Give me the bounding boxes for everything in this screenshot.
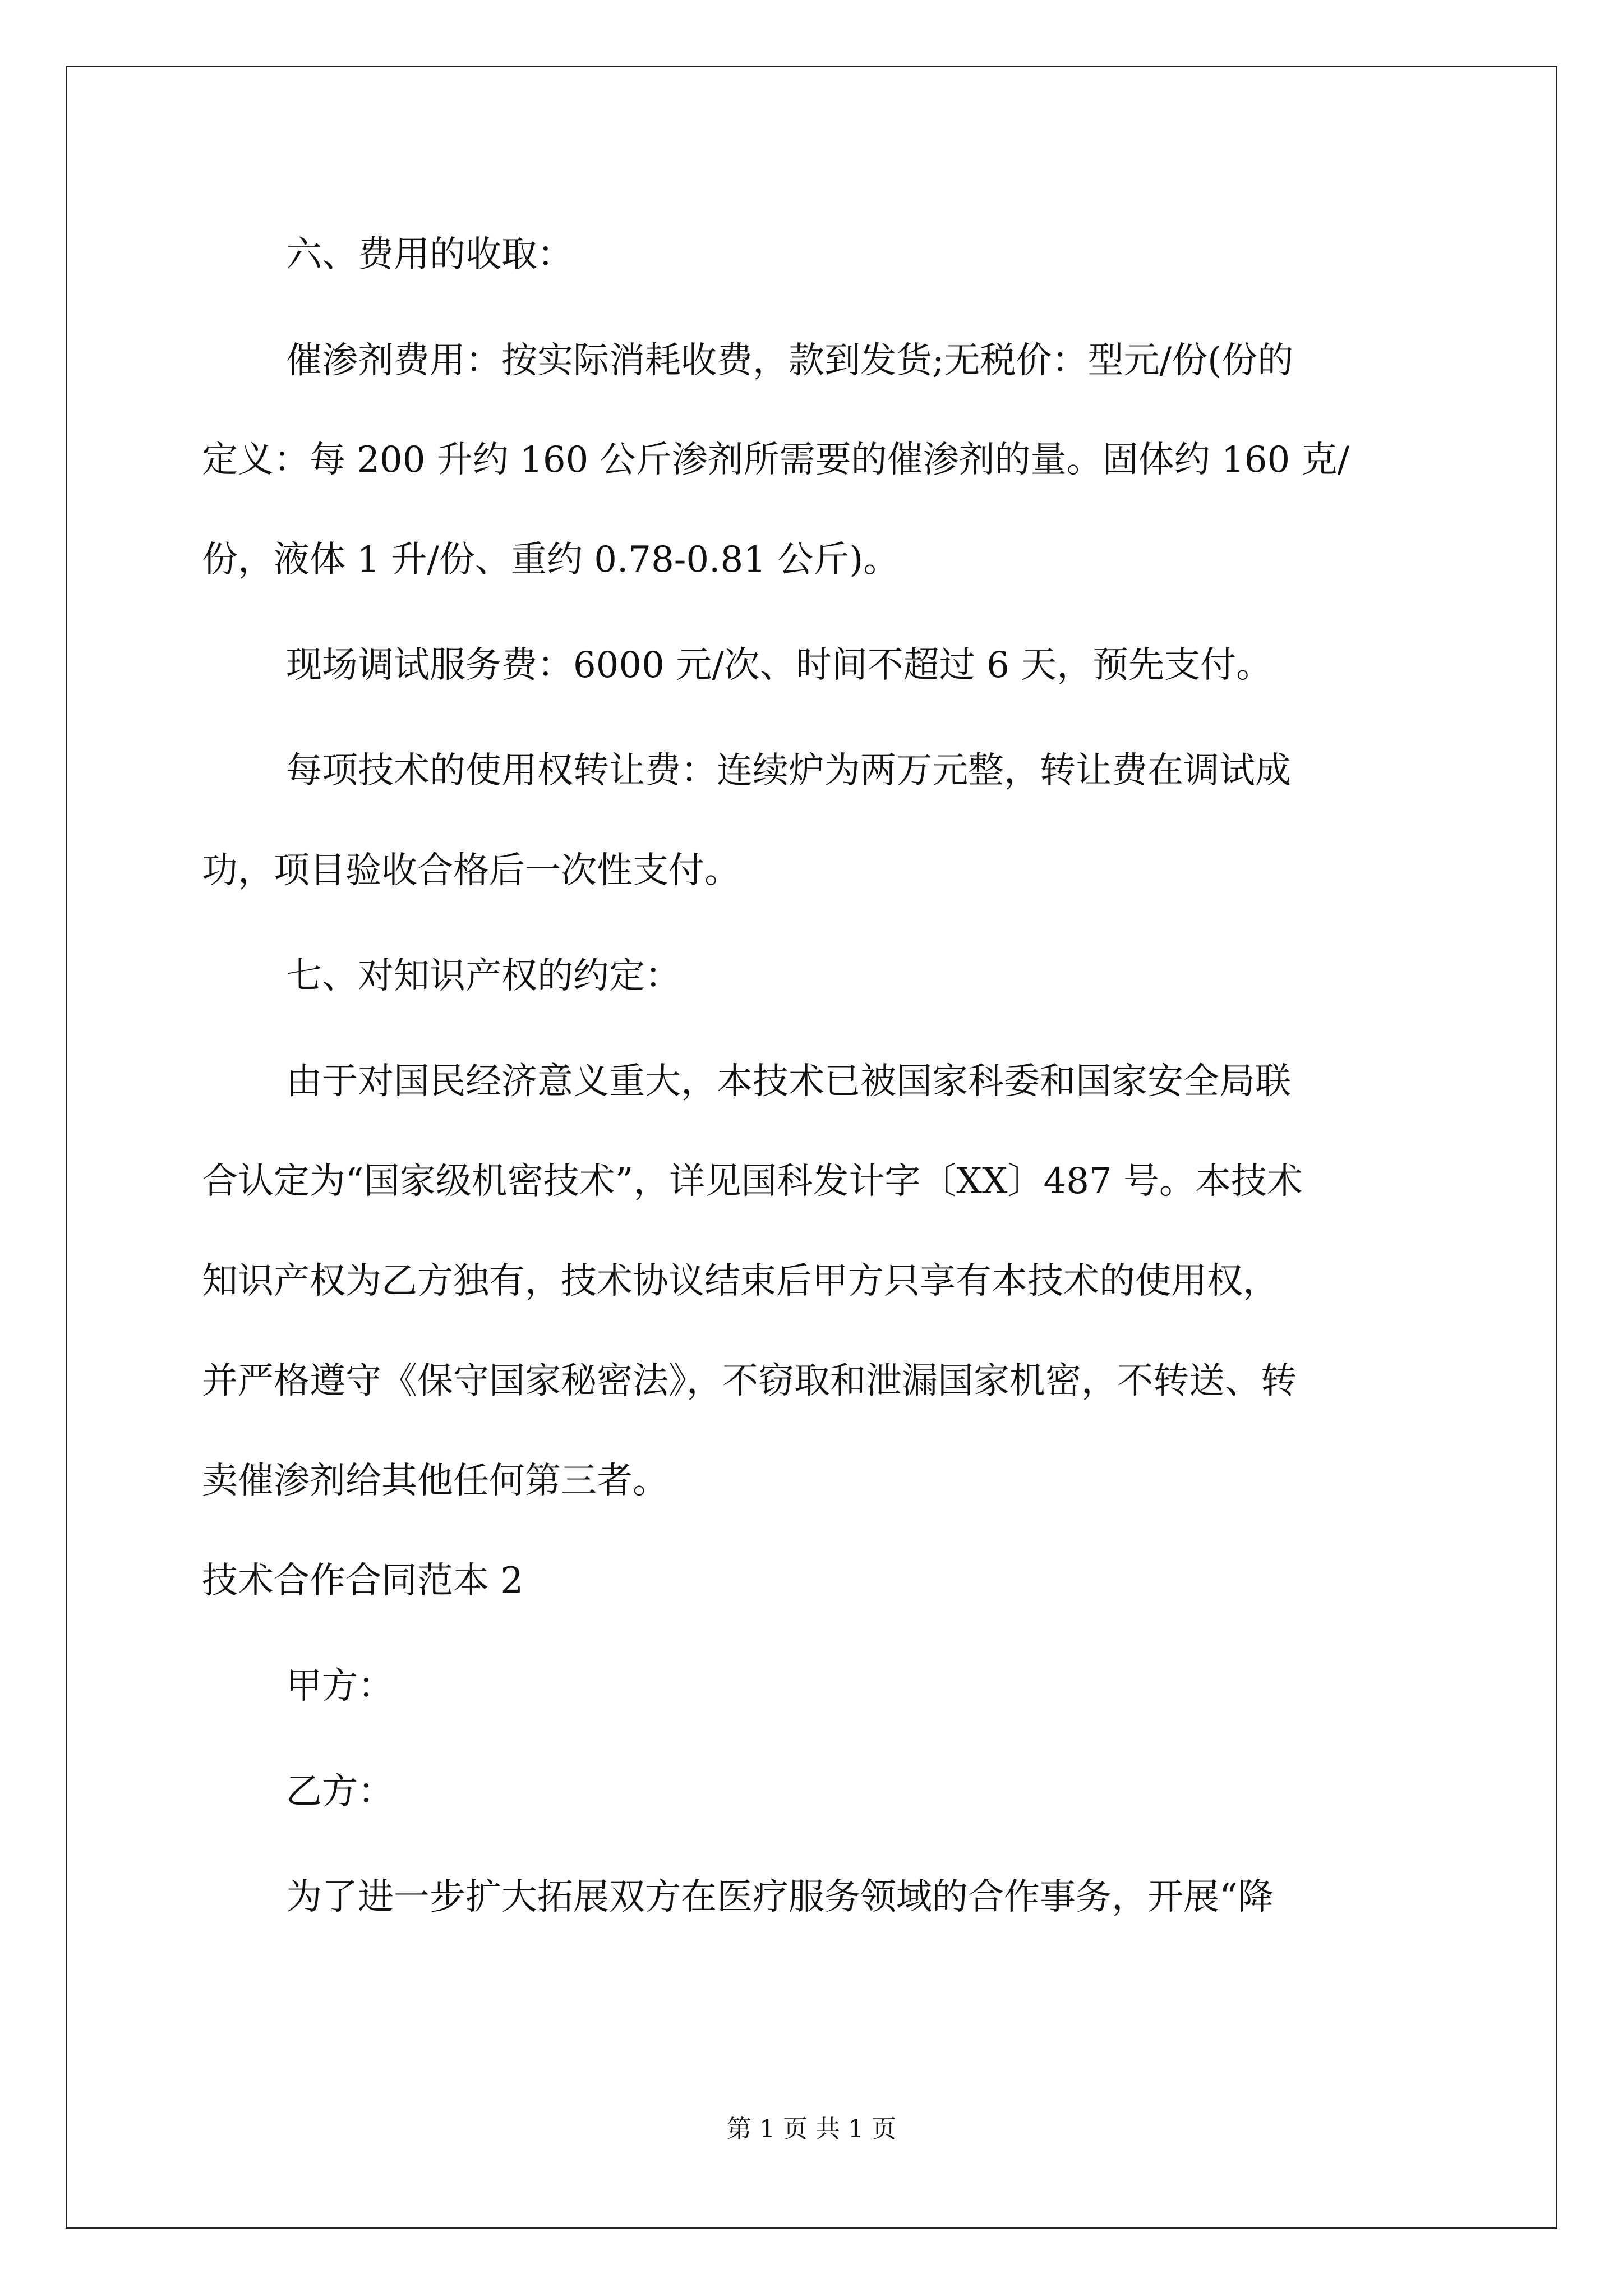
party-a-label: 甲方： [286,1665,394,1707]
section-heading-fees: 六、费用的收取： [286,234,573,275]
document-title: 技术合作合同范本 2 [202,1560,524,1602]
section-heading-ip: 七、对知识产权的约定： [286,955,681,997]
paragraph-line: 功，项目验收合格后一次性支付。 [202,850,740,891]
paragraph-line: 每项技术的使用权转让费：连续炉为两万元整，转让费在调试成 [286,750,1291,792]
paragraph-line: 由于对国民经济意义重大，本技术已被国家科委和国家安全局联 [286,1061,1291,1102]
paragraph-line: 定义：每 200 升约 160 公斤渗剂所需要的催渗剂的量。固体约 160 克/ [202,439,1350,481]
paragraph-line: 合认定为“国家级机密技术”，详见国科发计字〔XX〕487 号。本技术 [202,1161,1303,1202]
paragraph-line: 份，液体 1 升/份、重约 0.78-0.81 公斤)。 [202,539,900,581]
paragraph-line: 为了进一步扩大拓展双方在医疗服务领域的合作事务，开展“降 [286,1876,1274,1918]
page-footer: 第 1 页 共 1 页 [727,2115,896,2143]
paragraph-line: 催渗剂费用：按实际消耗收费，款到发货;无税价：型元/份(份的 [286,340,1294,381]
party-b-label: 乙方： [286,1771,394,1812]
paragraph-line: 现场调试服务费：6000 元/次、时间不超过 6 天，预先支付。 [286,645,1272,686]
paragraph-line: 卖催渗剂给其他任何第三者。 [202,1460,668,1502]
paragraph-line: 知识产权为乙方独有，技术协议结束后甲方只享有本技术的使用权， [202,1260,1279,1302]
paragraph-line: 并严格遵守《保守国家秘密法》，不窃取和泄漏国家机密，不转送、转 [202,1360,1297,1402]
